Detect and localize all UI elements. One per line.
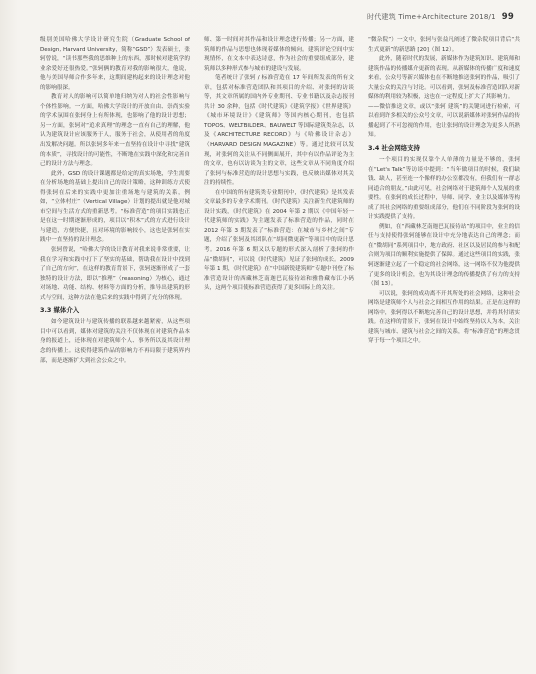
paragraph: 笔者统计了张轲 / 标准营造在 17 年间所发表的所有文章，包括对标准营造团队和其项目的介绍、对张轲的访谈等，其文章所属的国内外专业期刊、专业书籍以及杂志报刊共计 30 余种，包括《时代建筑》《建筑学报》《世界建筑》《城市环境设计》《建筑师》等国内核心期刊，也包括 TOPOS、WELTBILDER、BAUWELT 等国际建筑类杂志，以及《ARCHITECTURE RECORD》与《哈佛设计杂志》（HARVARD DESIGN MAGAZINE）等。通过比较可以发现，对张轲的关注从不同侧面展开，其中有以作品评论为主的文章，也有以访谈为主的文章，这些文章从不同角度介绍了张轲与标准营造的设计思想与实践，也反映出媒体对其关注的持续性。 <box>204 75 354 187</box>
paragraph: 教育对人的影响可以简单地归纳为对人的社会性影响与个体性影响。一方面，哈佛大学设计的开放自由、崇尚实验的学术氛围在张轲身上有所体现，也影响了他的设计思想；另一方面，张轲对“追求真理”的理念一直有自己的理解，他认为建筑设计应该服务于人，服务于社会，从使用者的角度出发解决问题。所以张轲多年来一直坚持在设计中寻找“建筑的本质”，寻找设计的可能性，不断地在实践中深化和完善自己的设计方法与理念。 <box>40 94 190 168</box>
text-column-2 <box>204 36 354 664</box>
text-column-1 <box>40 36 190 664</box>
running-title: 时代建筑 Time+Architecture 2018/1 <box>367 13 496 21</box>
paragraph: 可以说，张轲的成功离不开其所处的社会网络，这种社会网络是建筑师个人与社会之间相互作用的结果。正是在这样的网络中，张轲得以不断地完善自己的设计思想，并将其付诸实践。在这样的背景下，张轲在设计中始终坚持以人为本，关注建筑与城市、建筑与社会之间的关系，将“标准营造”的理念贯穿于每一个项目之中。 <box>368 290 520 345</box>
paragraph: 师、第一时间对其作品和设计理念进行传播；另一方面，建筑师的作品与思想也体现着媒体的倾向。建筑评论空间中实现情怀，在文本中表达诗意，作为社会的重要组成部分，建筑师以多种形式参与城市的建设与发展。 <box>204 37 354 72</box>
paragraph: 例如，在“西藏林芝南迦巴瓦接待站”的项目中，业主的信任与支持使得张轲能够在设计中充分地表达自己的理念；而在“微胡同”系列项目中，地方政府、社区以及居民的参与和配合则为项目的顺利实施提供了保障。通过这些项目的实践，张轲逐渐建立起了一个稳定的社会网络，这一网络不仅为他提供了更多的设计机会，也为其设计理念的传播提供了有力的支持（图 13）。 <box>368 223 520 288</box>
paragraph: 在中国的所有建筑类专业期刊中，《时代建筑》是其发表文章最多的专业学术期刊。《时代建筑》关注新生代建筑师的设计实践，《时代建筑》在 2004 年第 2 期以《中国年轻一代建筑师的实践》为主题发表了标准营造的作品，同时在 2012 年第 3 期发表了“标准营造：在城市与乡村之间”专题，介绍了张轲及其团队在“胡同微更新”等项目中的设计思考。2016 年第 6 期又以专题的形式深入剖析了张轲的作品“微胡同”，可以说《时代建筑》见证了张轲的成长。2009 年第 1 期，《时代建筑》在“中国新锐建筑师”专题中刊登了标准营造设计的西藏林芝南迦巴瓦接待站和雅鲁藏布江小码头，这两个项目使标准营造获得了更多国际上的关注。 <box>204 189 354 292</box>
paragraph: 此外，GSD 的设计课题都是给定的真实场地，学生需要在分析场地的基础上提出自己的设计策略，这种训练方式使得张轲在后来的实践中更加注重场地与建筑的关系，例如，“立体村庄”（Vertical Village）计划的提出就是他对城市空间与生活方式的重新思考。“标准营造”的项目实践也正是在这一时期逐渐形成的，项目以“积木”式的方式进行设计与建造，方便快捷，且对环境的影响较小，这也是张轲在实践中一直坚持的设计理念。 <box>40 170 190 244</box>
section-heading: 3.4 社会网络支持 <box>368 144 420 153</box>
paragraph: 张轲曾说，“哈佛大学的设计教育对我来说非常重要，让我在学习和实践中打下了坚实的基础，帮助我在设计中找到了自己的方向”，在这样的教育背景下，张轲逐渐形成了一套独特的设计方法，即以“推理”（reasoning）为核心，通过对场地、功能、结构、材料等方面的分析，推导出建筑的形式与空间，这种方法在他后来的实践中得到了充分的体现。 <box>40 247 190 301</box>
section-heading: 3.3 媒体介入 <box>40 306 80 315</box>
text-column-3 <box>368 36 520 664</box>
paragraph: “微杂院”）一文中，张轲与张益凡阐述了微杂院项目背后“共生式更新”的新思路 [20]（图 12）。 <box>368 37 520 53</box>
running-header <box>367 12 514 22</box>
paragraph: 一个项目的实现仅靠个人单薄的力量是不够的，张轲在“Let's Talk”等访谈中提到：“当年做项目的时候，我们缺钱、缺人，甚至连一个像样的办公室都没有，但我们有一群志同道合的朋友。”由此可见，社会网络对于建筑师个人发展的重要性。在张轲的成长过程中，导师、同学、业主以及媒体等构成了其社会网络的重要组成部分，他们在不同阶段为张轲的设计实践提供了支持。 <box>368 157 520 221</box>
paragraph: 级别美国哈佛大学设计研究生院（Graduate School of Design, Harvard University，简称“GSD”）发表硕士，张轲曾说，“读书那些我的思维种上的东西，那时候对建筑学的业余爱好还很热爱。”张轲俩的教育对我的影响很大，他说，他与美国导师合作多年来，这期间建构起来的设计理念对他的影响很深。 <box>40 37 190 91</box>
page-number: 99 <box>501 12 514 22</box>
paragraph: 此外，随着时代的发展，新媒体作为建筑知识、建筑师和建筑作品的传播媒介更新的表现。从新媒体的传播广度和速度来看，公众号等新兴媒体也在不断地推送张轲的作品，吸引了大量公众的关注与讨论。可以看到，张轲及标准营造团队对新媒体的利用较为积极，这也在一定程度上扩大了其影响力。 <box>368 56 520 101</box>
paragraph: ——微信推送文章，或以“张轲 建筑”的关键词进行检索，可以看到许多相关的公众号文章，可以说新媒体对张轲作品的传播起到了不可忽视的作用，也让张轲的设计理念为更多人所熟知。 <box>368 103 520 139</box>
paragraph: 如今建筑设计与建筑传播的联系越来越紧密，从这些项目中可以看到，媒体对建筑的关注不仅体现在对建筑作品本身的报道上，还体现在对建筑师个人、事务所以及其设计理念的传播上。这使得建筑作品的影响力不再局限于建筑界内部，而是逐渐扩大到社会公众之中。 <box>40 319 190 364</box>
